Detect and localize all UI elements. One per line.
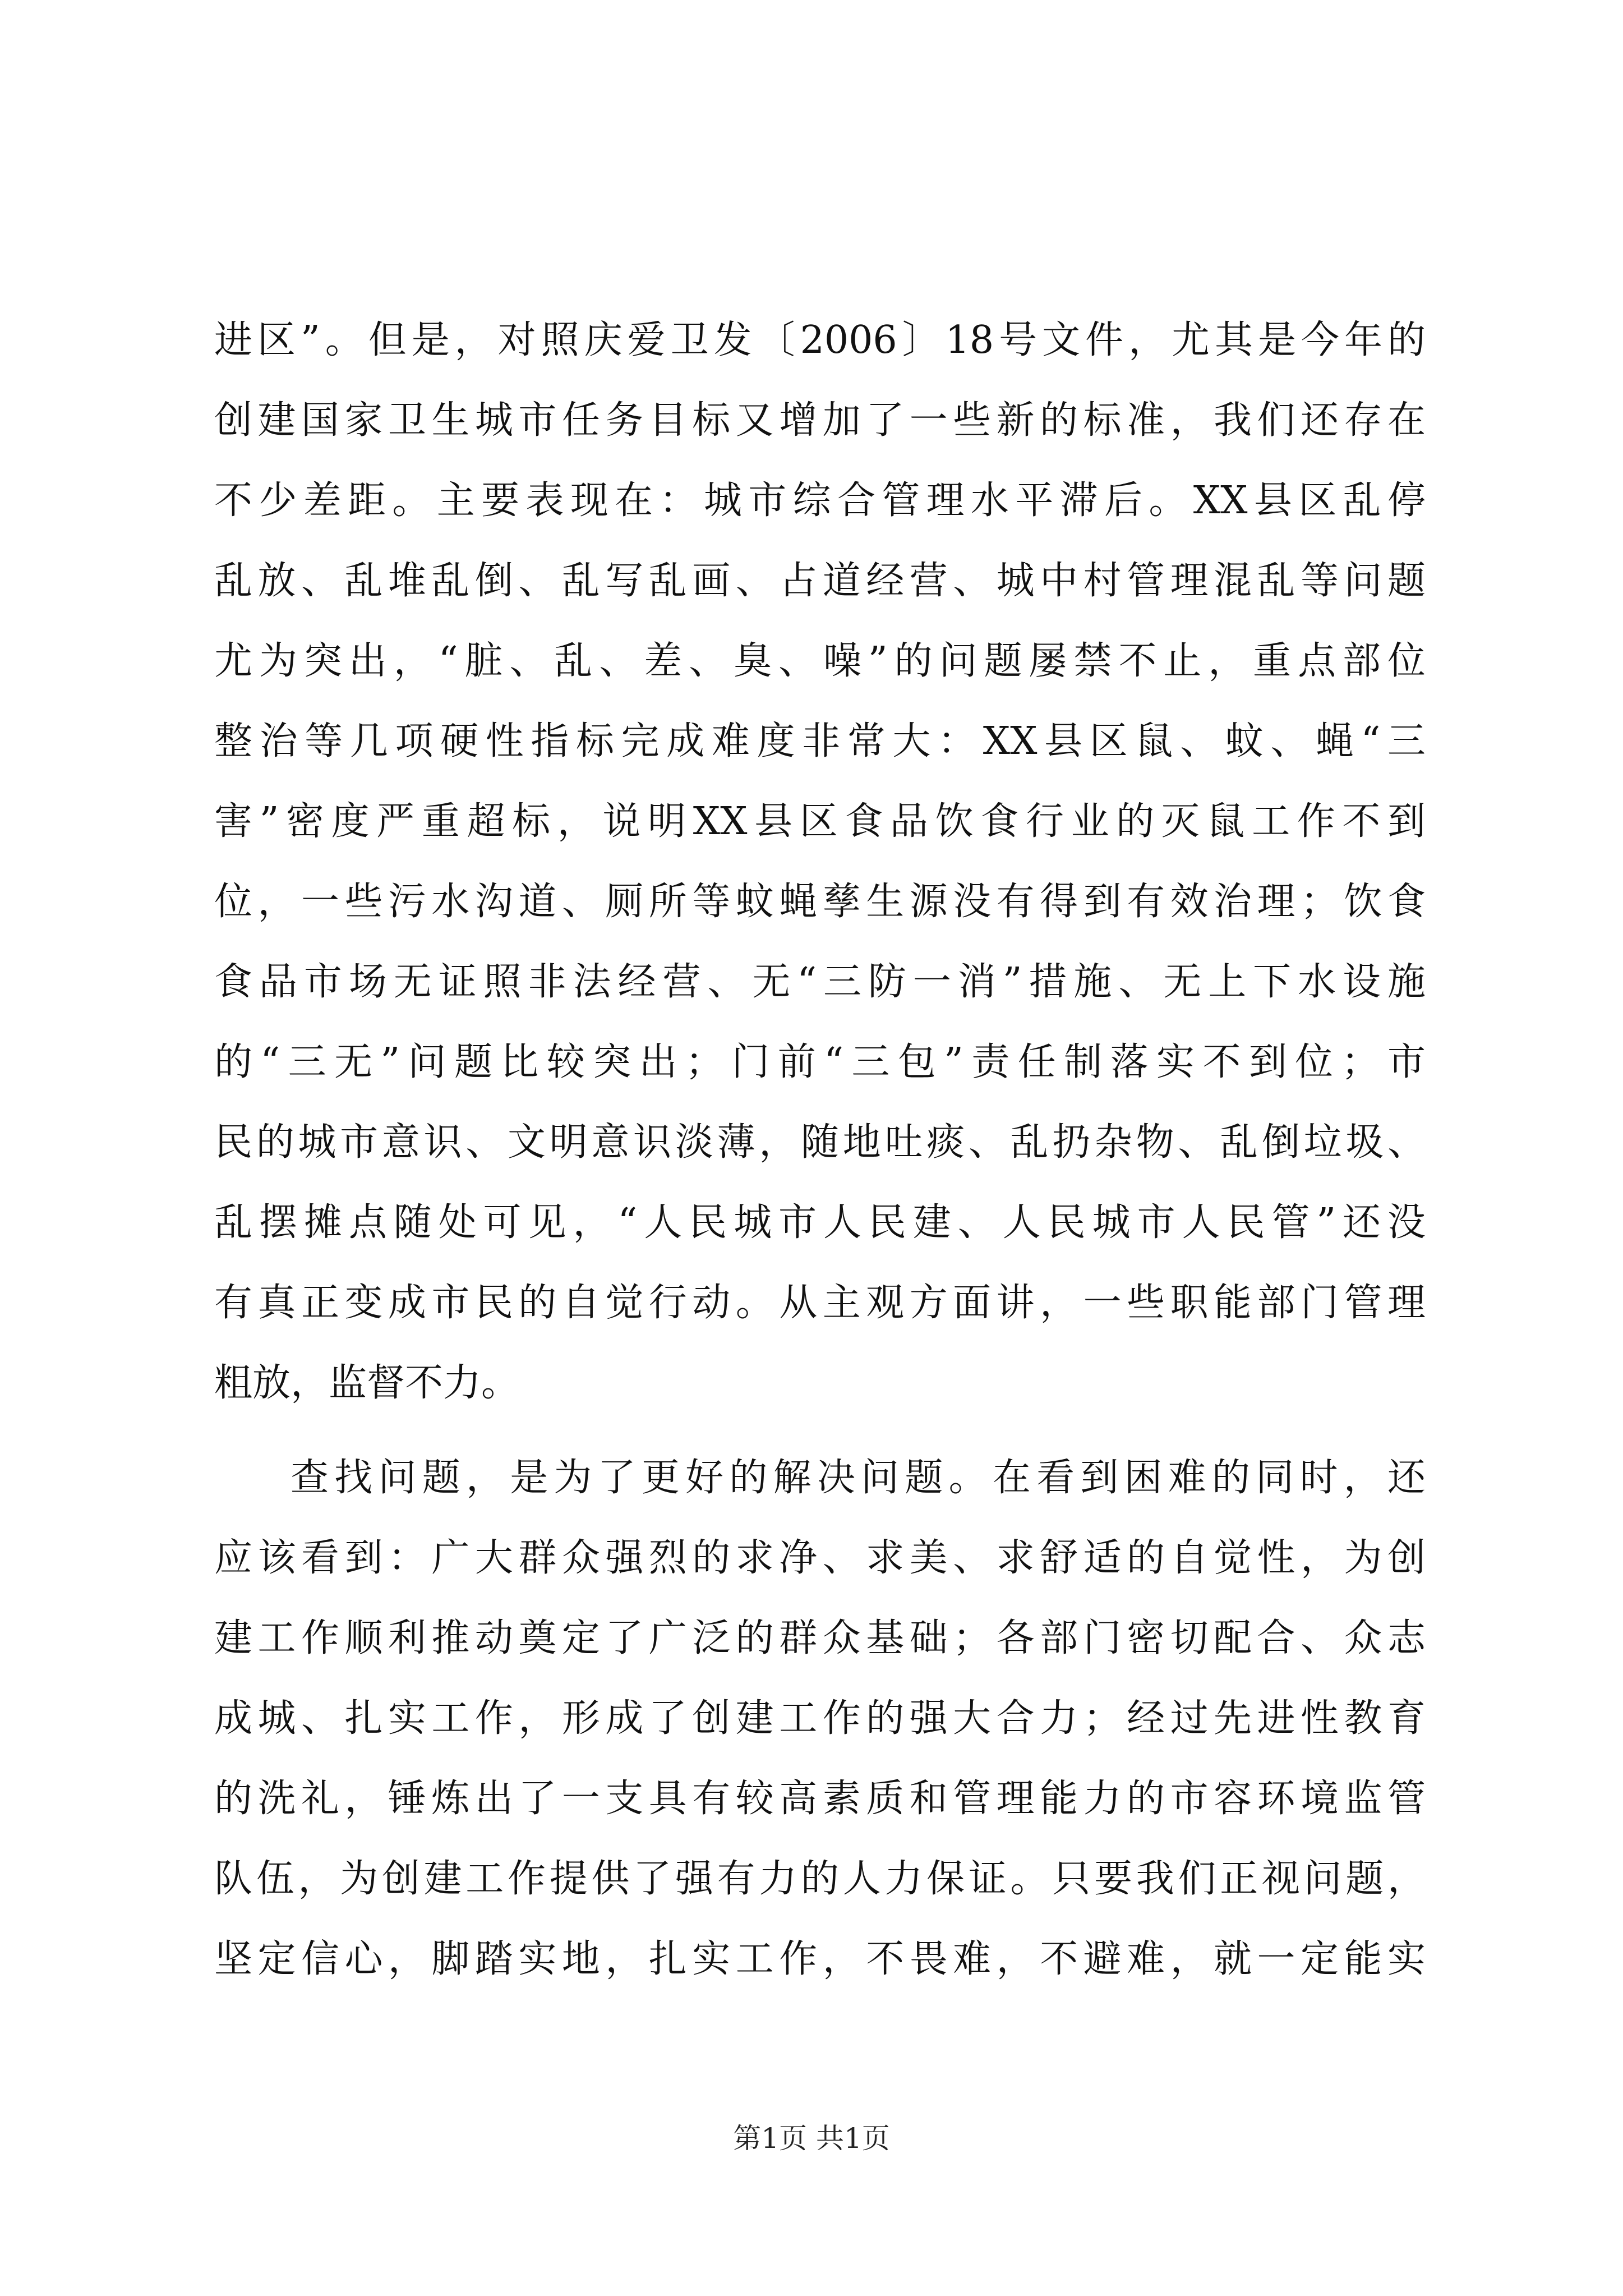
text-line: 粗放，监督不力。: [214, 1361, 520, 1405]
text-line: 坚定信心，脚踏实地，扎实工作，不畏难，不避难，就一定能实: [214, 1937, 1426, 1981]
text-line: 成城、扎实工作，形成了创建工作的强大合力；经过先进性教育: [214, 1696, 1426, 1741]
text-line: 民的城市意识、文明意识淡薄，随地吐痰、乱扔杂物、乱倒垃圾、: [214, 1120, 1426, 1165]
text-line: 查找问题，是为了更好的解决问题。在看到困难的同时，还: [291, 1456, 1426, 1500]
text-line: 有真正变成市民的自觉行动。从主观方面讲，一些职能部门管理: [214, 1281, 1426, 1325]
document-body: [214, 300, 1426, 1999]
paragraph-2: [214, 1438, 1426, 1999]
text-line: 食品市场无证照非法经营、无“三防一消”措施、无上下水设施: [214, 960, 1426, 1004]
text-line: 乱摆摊点随处可见，“人民城市人民建、人民城市人民管”还没: [214, 1200, 1426, 1245]
text-line: 害”密度严重超标，说明XX县区食品饮食行业的灭鼠工作不到: [214, 799, 1426, 844]
page-number-footer: 第1页 共1页: [733, 2122, 890, 2155]
text-line: 位，一些污水沟道、厕所等蚊蝇孳生源没有得到有效治理；饮食: [214, 880, 1426, 924]
text-line: 队伍，为创建工作提供了强有力的人力保证。只要我们正视问题，: [214, 1857, 1426, 1901]
paragraph-1: [214, 300, 1426, 1423]
text-line: 建工作顺利推动奠定了广泛的群众基础；各部门密切配合、众志: [214, 1616, 1426, 1660]
text-line: 的“三无”问题比较突出；门前“三包”责任制落实不到位；市: [214, 1040, 1426, 1084]
text-line: 乱放、乱堆乱倒、乱写乱画、占道经营、城中村管理混乱等问题: [214, 559, 1426, 603]
text-line: 尤为突出，“脏、乱、差、臭、噪”的问题屡禁不止，重点部位: [214, 639, 1426, 683]
paragraph-gap: [214, 1423, 1426, 1438]
text-line: 进区”。但是，对照庆爱卫发〔2006〕18号文件，尤其是今年的: [214, 318, 1426, 362]
text-line: 应该看到：广大群众强烈的求净、求美、求舒适的自觉性，为创: [214, 1536, 1426, 1580]
text-line: 创建国家卫生城市任务目标又增加了一些新的标准，我们还存在: [214, 398, 1426, 443]
text-line: 的洗礼，锤炼出了一支具有较高素质和管理能力的市容环境监管: [214, 1777, 1426, 1821]
text-line: 不少差距。主要表现在：城市综合管理水平滞后。XX县区乱停: [214, 478, 1426, 523]
text-line: 整治等几项硬性指标完成难度非常大：XX县区鼠、蚊、蝇“三: [214, 719, 1426, 763]
